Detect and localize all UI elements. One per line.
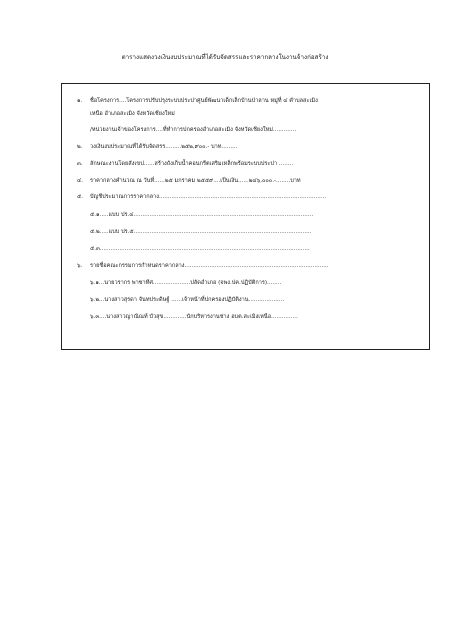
item-text: ลักษณะงานโดยสังเขป......สร้างถังเก็บน้ำคอนกรีตเสริมเหล็กพร้อมระบบประปา ........ bbox=[90, 161, 294, 167]
item-4 bbox=[77, 178, 301, 185]
item-5-3 bbox=[90, 246, 310, 253]
item-3 bbox=[77, 161, 293, 168]
item-number: ๓. bbox=[77, 161, 83, 167]
item-number: ๔. bbox=[77, 178, 84, 184]
item-text: บัญชีประมาณการราคากลาง.............................................................................................. bbox=[90, 194, 327, 200]
item-number: ๑. bbox=[77, 98, 83, 104]
committee-member-2 bbox=[90, 297, 284, 304]
item-text: วงเงินงบประมาณที่ได้รับจัดสรร.........๒๕๒,๙๐๐.- บาท......... bbox=[90, 144, 238, 150]
committee-member-1 bbox=[90, 280, 281, 287]
item-5-1 bbox=[90, 212, 313, 219]
item-text: รายชื่อคณะกรรมการกำหนดราคากลาง................................................................................. bbox=[90, 263, 329, 269]
item-text: ราคากลางคำนวณ ณ วันที่......๒๕ มกราคม ๒๕๕๙....เป็นเงิน......๒๔๖,๐๐๐.-........บาท bbox=[90, 178, 301, 184]
item-5 bbox=[77, 194, 326, 201]
item-2 bbox=[77, 144, 238, 151]
item-number: ๖. bbox=[77, 263, 83, 269]
item-text: ชื่อโครงการ....โครงการปรับปรุงระบบประปาศูนย์พัฒนาเด็กเล็กบ้านป่าลาน หมู่ที่ ๔ ตำบลสะเมิง bbox=[90, 98, 318, 104]
item-1 bbox=[77, 98, 318, 105]
item-text: เหนือ อำเภอสะเมิง จังหวัดเชียงใหม่ bbox=[90, 111, 175, 117]
item-text: ๕.๒.....แบบ ปร.๕.................................................................................................... bbox=[90, 229, 312, 235]
item-number: ๕. bbox=[77, 194, 84, 200]
item-text: ๖.๓....นางสาวญาณิณท์ บัวสุข.............นักบริหารงานช่าง อบต.สะเมิงเหนือ............... bbox=[90, 314, 298, 320]
item-text: ๕.๓...................................................................................................................... bbox=[90, 246, 310, 252]
item-text: ๖.๑...นายวรากร พาซาทีศ.....................ปลัดอำเภอ (จพง.ปค.ปฏิบัติการ)........ bbox=[90, 280, 282, 286]
document-title: ตารางแสดงวงเงินงบประมาณที่ได้รับจัดสรรและราคากลางในงานจ้างก่อสร้าง bbox=[121, 54, 329, 61]
item-text: ๕.๑.....แบบ ปร.๔..................................................................................................... bbox=[90, 212, 314, 218]
item-text: ๖.๒...นางสาวสุรดา จันทประดิษฐ์ ......เจ้าหน้าที่ปกครองปฏิบัติงาน.................... bbox=[90, 297, 285, 303]
item-5-2 bbox=[90, 229, 311, 236]
item-1-cont bbox=[90, 111, 175, 118]
item-number: ๒. bbox=[77, 144, 83, 150]
item-1-agency bbox=[90, 127, 296, 134]
item-6 bbox=[77, 263, 329, 270]
item-text: /หน่วยงานเจ้าของโครงการ....ที่ทำการปกครองอำเภอสะเมิง จังหวัดเชียงใหม่............. bbox=[90, 127, 297, 133]
committee-member-3 bbox=[90, 314, 298, 321]
